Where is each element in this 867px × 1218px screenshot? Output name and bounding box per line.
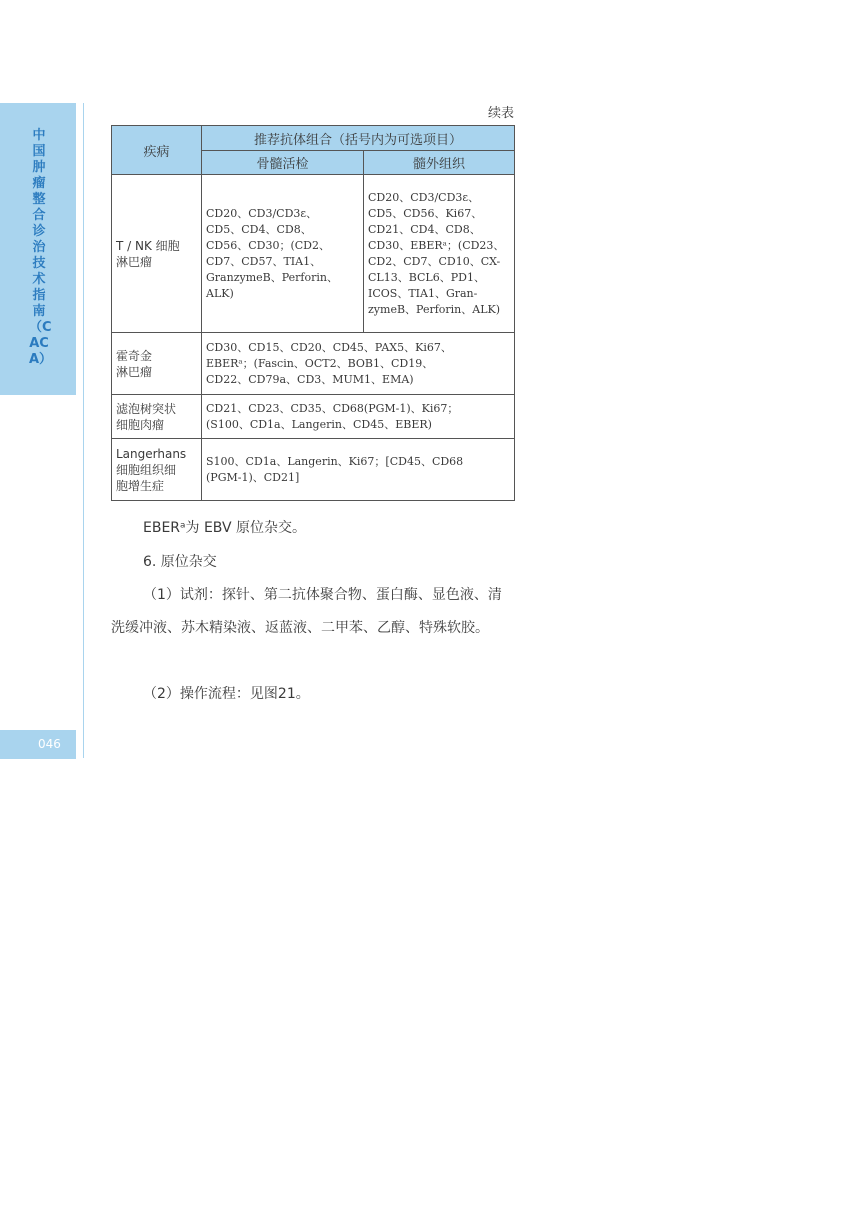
disease-cell: 霍奇金 淋巴瘤: [112, 333, 202, 395]
bone-marrow-cell: CD20、CD3/CD3ε、 CD5、CD4、CD8、 CD56、CD30；(CD2、 CD7、CD57、TIA1、 GranzymeB、Perforin、 ALK): [202, 175, 364, 333]
antibody-cell: S100、CD1a、Langerin、Ki67；[CD45、CD68 (PGM-1)、CD21]: [202, 439, 515, 501]
header-extramedullary: 髓外组织: [364, 151, 515, 175]
disease-cell: T / NK 细胞 淋巴瘤: [112, 175, 202, 333]
antibody-cell: CD21、CD23、CD35、CD68(PGM-1)、Ki67； (S100、CD1a、Langerin、CD45、EBER): [202, 395, 515, 439]
footnote: EBERᵃ为 EBV 原位杂交。: [143, 520, 307, 536]
table-row: [112, 395, 515, 439]
table-row: [112, 439, 515, 501]
page-number: 046: [38, 737, 61, 751]
header-disease: 疾病: [112, 126, 202, 175]
paragraph-reagents: （1）试剂：探针、第二抗体聚合物、蛋白酶、显色液、清洗缓冲液、苏木精染液、返蓝液、二甲苯、乙醇、特殊软胶。: [111, 587, 502, 636]
antibody-cell: CD30、CD15、CD20、CD45、PAX5、Ki67、 EBERᵃ；(Fascin、OCT2、BOB1、CD19、 CD22、CD79a、CD3、MUM1、EMA): [202, 333, 515, 395]
section-heading: 6. 原位杂交: [143, 554, 217, 570]
table-row: [112, 175, 515, 333]
paragraph-procedure: （2）操作流程：见图21。: [143, 686, 310, 702]
header-antibody-group: 推荐抗体组合（括号内为可选项目）: [202, 126, 515, 151]
disease-cell: Langerhans 细胞组织细 胞增生症: [112, 439, 202, 501]
continued-label: 续表: [487, 106, 514, 121]
disease-cell: 滤泡树突状 细胞肉瘤: [112, 395, 202, 439]
sidebar-divider: [83, 103, 84, 758]
antibody-table: [111, 125, 515, 501]
extramedullary-cell: CD20、CD3/CD3ε、 CD5、CD56、Ki67、 CD21、CD4、CD8、 CD30、EBERᵃ；(CD23、 CD2、CD7、CD10、CX- CL13、BCL6、PD1、 ICOS、TIA1、Gran- zymeB、Perforin、ALK): [364, 175, 515, 333]
header-bone-marrow: 骨髓活检: [202, 151, 364, 175]
sidebar-title: 中国肿瘤整合诊治技术指南（CACA）: [29, 128, 53, 367]
table-row: [112, 333, 515, 395]
